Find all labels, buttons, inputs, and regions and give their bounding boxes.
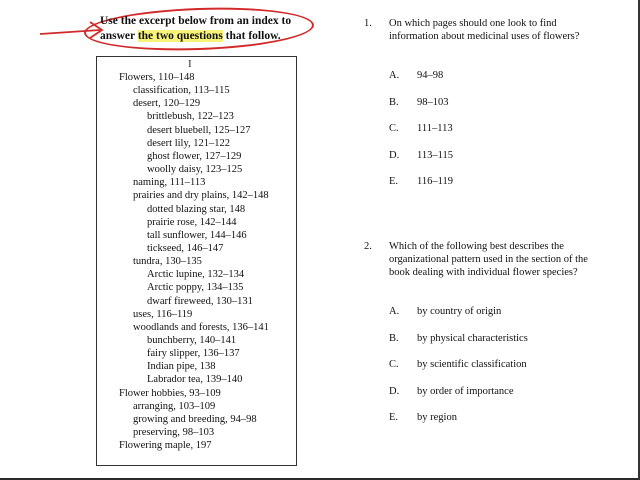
index-entry: woodlands and forests, 136–141 (133, 321, 269, 333)
index-entry: preserving, 98–103 (133, 427, 215, 439)
option-text[interactable]: 94–98 (417, 70, 444, 81)
index-entry: prairie rose, 142–144 (147, 216, 237, 228)
index-entry: Arctic lupine, 132–134 (147, 269, 245, 281)
option-text[interactable]: 98–103 (417, 96, 449, 108)
index-entry: prairies and dry plains, 142–148 (133, 190, 269, 202)
question-text: On which pages should one look to find information about medicinal uses of flowers? (389, 18, 580, 42)
option-letter[interactable]: C. (389, 123, 399, 134)
instructions (100, 14, 310, 44)
option-letter[interactable]: E. (389, 412, 399, 423)
index-entry: Indian pipe, 138 (147, 361, 216, 373)
index-entry: ghost flower, 127–129 (147, 150, 242, 162)
option-text[interactable]: by region (417, 412, 457, 423)
option-text[interactable]: by physical characteristics (417, 332, 528, 344)
option-letter[interactable]: E. (389, 176, 399, 187)
index-entry: tickseed, 146–147 (147, 242, 224, 254)
index-entry: woolly daisy, 123–125 (147, 164, 243, 176)
highlighted-text: the two questions (137, 30, 223, 42)
option-text[interactable]: 113–115 (417, 149, 453, 161)
index-entry: uses, 116–119 (133, 308, 193, 320)
option-text[interactable]: 111–113 (417, 123, 453, 134)
option-text[interactable]: 116–119 (417, 176, 453, 187)
index-entry: Flower hobbies, 93–109 (119, 387, 221, 399)
option-text[interactable]: by country of origin (417, 306, 502, 317)
option-text[interactable]: by order of importance (417, 385, 514, 397)
index-entry: dotted blazing star, 148 (147, 203, 246, 215)
option-letter[interactable]: A. (389, 306, 400, 317)
question-text: Which of the following best describes the organizational pattern used in the section of the book dealing with individual flower species? (389, 241, 588, 278)
index-entry: bunchberry, 140–141 (147, 335, 237, 346)
index-entry: desert bluebell, 125–127 (147, 124, 251, 136)
index-entry: Flowering maple, 197 (119, 440, 212, 452)
index-entry: arranging, 103–109 (133, 400, 216, 412)
index-entry: tundra, 130–135 (133, 256, 202, 268)
option-letter[interactable]: D. (389, 385, 400, 397)
index-entry: Flowers, 110–148 (119, 72, 195, 83)
index-entry: desert, 120–129 (133, 98, 201, 110)
index-entry: growing and breeding, 94–98 (133, 413, 257, 425)
instructions-text-end: that follow. (222, 30, 281, 42)
option-letter[interactable]: B. (389, 96, 399, 108)
text-cursor-icon: I (188, 58, 192, 70)
option-letter[interactable]: D. (389, 149, 400, 161)
index-entry: desert lily, 121–122 (147, 137, 231, 149)
index-entry: tall sunflower, 144–146 (147, 229, 247, 241)
instructions-text: Use the excerpt below from an index to answer (100, 15, 292, 42)
red-arrow-annotation (38, 18, 108, 42)
index-entry: classification, 113–115 (133, 85, 230, 97)
index-entry: Labrador tea, 139–140 (147, 374, 243, 386)
option-letter[interactable]: A. (389, 70, 400, 81)
option-letter[interactable]: B. (389, 332, 399, 344)
index-entry: fairy slipper, 136–137 (147, 348, 240, 360)
index-entry: Arctic poppy, 134–135 (147, 282, 244, 294)
option-letter[interactable]: C. (389, 359, 399, 370)
option-text[interactable]: by scientific classification (417, 359, 527, 370)
index-entry: brittlebush, 122–123 (147, 111, 234, 123)
index-entry: naming, 111–113 (133, 177, 206, 189)
index-entry: dwarf fireweed, 130–131 (147, 295, 253, 307)
question-number: 2. (364, 241, 372, 252)
question-number: 1. (364, 18, 372, 29)
